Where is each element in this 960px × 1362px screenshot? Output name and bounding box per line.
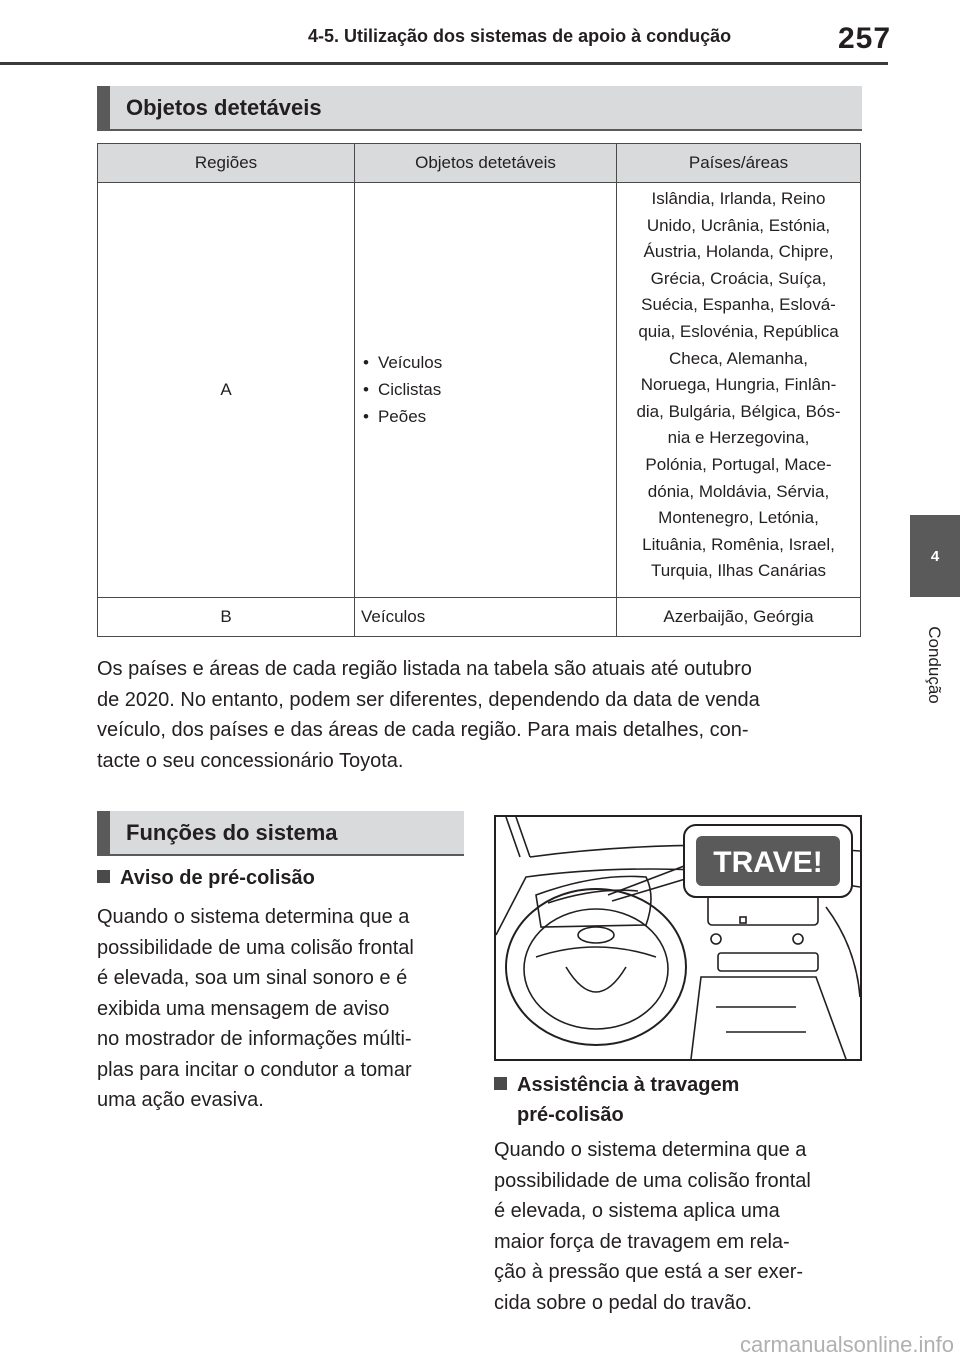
country-line: Noruega, Hungria, Finlân- <box>640 375 837 395</box>
pcs-warning-heading: Aviso de pré-colisão <box>97 867 315 890</box>
section-heading-functions: Funções do sistema <box>97 811 464 856</box>
note-line: tacte o seu concessionário Toyota. <box>97 749 404 772</box>
note-line: Os países e áreas de cada região listada na tabela são atuais até outubro <box>97 658 752 680</box>
objects-cell: Veículos <box>355 597 617 636</box>
table-header-countries: Países/áreas <box>617 144 861 183</box>
body-line: cida sobre o pedal do travão. <box>494 1291 752 1314</box>
body-line: é elevada, o sistema aplica uma <box>494 1200 780 1222</box>
country-line: dónia, Moldávia, Sérvia, <box>647 481 830 501</box>
table-row <box>98 597 861 636</box>
country-line: Checa, Alemanha, <box>669 348 808 368</box>
body-line: Quando o sistema determina que a <box>494 1139 807 1161</box>
running-header-title: 4-5. Utilização dos sistemas de apoio à condução <box>308 26 732 46</box>
country-line: Lituânia, Romênia, Israel, <box>642 534 835 554</box>
note-line: veículo, dos países e das áreas de cada região. Para mais detalhes, con- <box>97 719 749 741</box>
body-line: exibida uma mensagem de aviso <box>97 997 390 1020</box>
chapter-label: Condução <box>925 626 944 704</box>
page-number: 257 <box>838 22 892 55</box>
list-item: • Ciclistas <box>361 376 615 403</box>
objects-table <box>97 143 861 637</box>
country-line: quia, Eslovénia, República <box>638 321 839 341</box>
note-line: de 2020. No entanto, podem ser diferentes, dependendo da data de venda <box>97 688 760 711</box>
list-item: • Veículos <box>361 349 615 376</box>
countries-cell: Azerbaijão, Geórgia <box>617 597 861 636</box>
objects-cell <box>355 183 617 598</box>
country-line: dia, Bulgária, Bélgica, Bós- <box>636 401 841 421</box>
brake-assist-title-line: pré-colisão <box>517 1104 624 1126</box>
country-line: nia e Herzegovina, <box>667 428 810 448</box>
country-line: Turquia, Ilhas Canárias <box>650 561 827 581</box>
region-cell: A <box>98 183 355 598</box>
body-line: possibilidade de uma colisão frontal <box>97 936 414 959</box>
brake-assist-heading <box>494 1070 739 1130</box>
country-line: Áustria, Holanda, Chipre, <box>643 242 834 262</box>
square-bullet-icon <box>494 1077 507 1090</box>
pcs-warning-body <box>97 902 477 1116</box>
dashboard-drawing <box>496 817 860 1059</box>
brake-assist-title-line: Assistência à travagem <box>517 1074 740 1096</box>
square-bullet-icon <box>97 870 110 883</box>
country-line: Islândia, Irlanda, Reino <box>651 189 826 208</box>
watermark: carmanualsonline.info <box>739 1332 954 1357</box>
country-line: Polónia, Portugal, Mace- <box>645 454 832 474</box>
dashboard-illustration <box>494 815 862 1061</box>
body-line: Quando o sistema determina que a <box>97 906 410 928</box>
body-line: plas para incitar o condutor a tomar <box>97 1058 412 1081</box>
countries-cell <box>617 183 861 598</box>
body-line: é elevada, soa um sinal sonoro e é <box>97 967 408 989</box>
body-line: no mostrador de informações múlti- <box>97 1028 412 1050</box>
body-line: ção à pressão que está a ser exer- <box>494 1261 804 1283</box>
table-header-objects: Objetos detetáveis <box>355 144 617 183</box>
display-warning-text: TRAVE! <box>713 846 823 879</box>
country-line: Montenegro, Letónia, <box>658 508 819 528</box>
chapter-number: 4 <box>930 547 940 565</box>
list-item: • Peões <box>361 403 615 430</box>
body-line: maior força de travagem em rela- <box>494 1230 790 1253</box>
objects-list <box>361 349 615 430</box>
region-note <box>97 654 877 776</box>
body-line: uma ação evasiva. <box>97 1089 264 1111</box>
table-header-row <box>98 144 861 183</box>
country-line: Unido, Ucrânia, Estónia, <box>646 215 831 235</box>
body-line: possibilidade de uma colisão frontal <box>494 1169 811 1192</box>
region-cell: B <box>98 597 355 636</box>
section-heading-objects: Objetos detetáveis <box>97 86 862 131</box>
brake-assist-body <box>494 1135 874 1318</box>
country-line: Suécia, Espanha, Eslová- <box>641 295 836 315</box>
country-line: Grécia, Croácia, Suíça, <box>650 268 827 288</box>
chapter-tab <box>910 515 960 597</box>
table-row <box>98 183 861 598</box>
header-rule <box>0 62 888 65</box>
table-header-regions: Regiões <box>98 144 355 183</box>
